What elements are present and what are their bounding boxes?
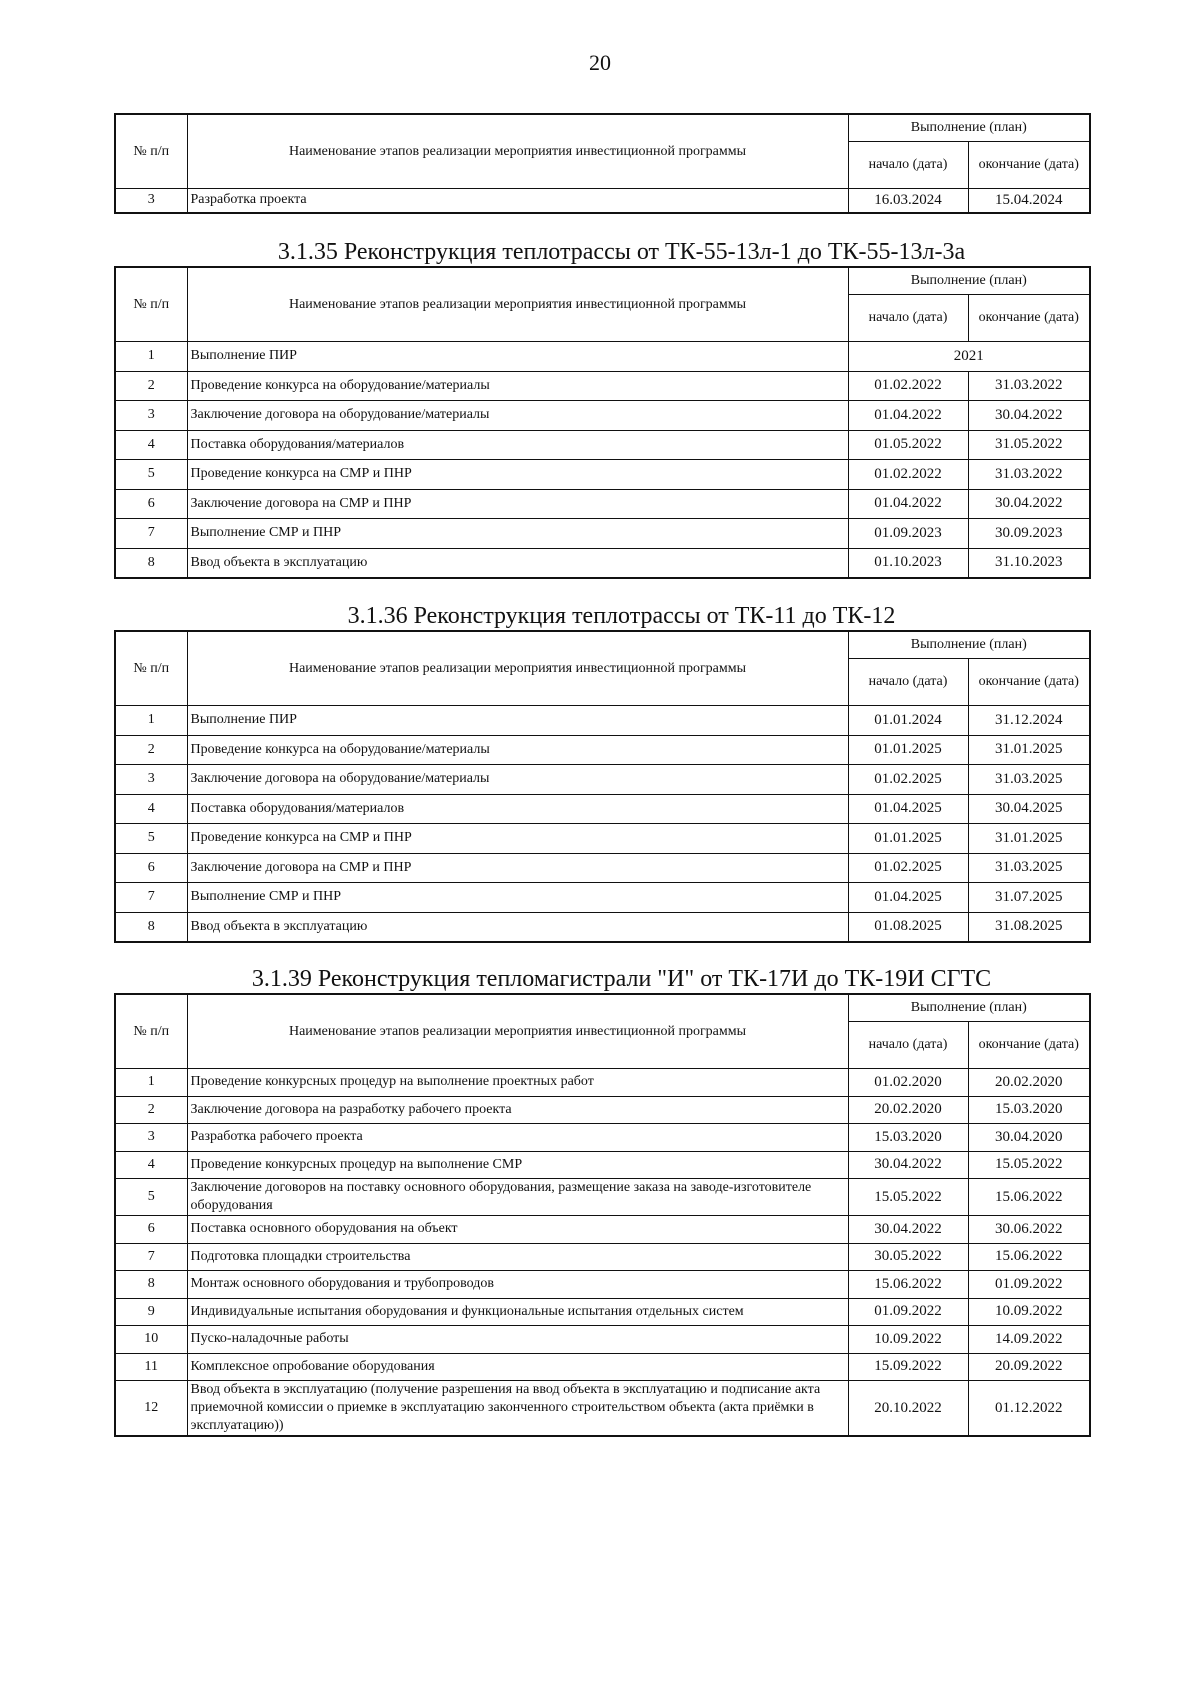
start-date: 01.02.2022 — [848, 460, 968, 490]
stage-name: Проведение конкурсных процедур на выполнение проектных работ — [187, 1069, 848, 1097]
start-date: 20.02.2020 — [848, 1096, 968, 1124]
start-date: 01.05.2022 — [848, 430, 968, 460]
start-date: 01.08.2025 — [848, 912, 968, 942]
end-date: 15.05.2022 — [968, 1151, 1090, 1179]
stage-name: Разработка проекта — [187, 189, 848, 213]
table-section-continuation — [114, 113, 1089, 214]
end-date: 31.05.2022 — [968, 430, 1090, 460]
header-name: Наименование этапов реализации мероприятия инвестиционной программы — [187, 631, 848, 706]
end-date: 31.03.2025 — [968, 765, 1090, 795]
stage-name: Проведение конкурса на СМР и ПНР — [187, 460, 848, 490]
end-date: 31.10.2023 — [968, 548, 1090, 578]
end-date: 01.09.2022 — [968, 1271, 1090, 1299]
table-row — [115, 1124, 1090, 1152]
end-date: 14.09.2022 — [968, 1326, 1090, 1354]
row-number: 12 — [115, 1381, 187, 1437]
end-date: 30.09.2023 — [968, 519, 1090, 549]
table-row — [115, 765, 1090, 795]
start-date: 16.03.2024 — [848, 189, 968, 213]
start-date: 15.05.2022 — [848, 1179, 968, 1216]
header-name: Наименование этапов реализации мероприятия инвестиционной программы — [187, 994, 848, 1069]
stage-name: Поставка основного оборудования на объект — [187, 1216, 848, 1244]
stage-name: Заключение договоров на поставку основного оборудования, размещение заказа на заводе-изготовителе оборудования — [187, 1179, 848, 1216]
stage-name: Заключение договора на СМР и ПНР — [187, 853, 848, 883]
start-date: 20.10.2022 — [848, 1381, 968, 1437]
row-number: 7 — [115, 519, 187, 549]
row-number: 5 — [115, 824, 187, 854]
header-execution-plan: Выполнение (план) — [848, 631, 1090, 659]
table-row — [115, 853, 1090, 883]
end-date: 31.07.2025 — [968, 883, 1090, 913]
end-date: 31.08.2025 — [968, 912, 1090, 942]
start-date: 30.04.2022 — [848, 1216, 968, 1244]
start-date: 01.01.2025 — [848, 824, 968, 854]
start-date: 01.02.2022 — [848, 371, 968, 401]
row-number: 5 — [115, 1179, 187, 1216]
stage-name: Заключение договора на СМР и ПНР — [187, 489, 848, 519]
end-date: 20.02.2020 — [968, 1069, 1090, 1097]
row-number: 1 — [115, 342, 187, 372]
end-date: 30.04.2020 — [968, 1124, 1090, 1152]
header-name: Наименование этапов реализации мероприятия инвестиционной программы — [187, 267, 848, 342]
stage-name: Комплексное опробование оборудования — [187, 1353, 848, 1381]
stage-name: Поставка оборудования/материалов — [187, 430, 848, 460]
table-row — [115, 1216, 1090, 1244]
header-execution-plan: Выполнение (план) — [848, 994, 1090, 1022]
table-row — [115, 883, 1090, 913]
end-date: 31.01.2025 — [968, 824, 1090, 854]
stage-name: Подготовка площадки строительства — [187, 1243, 848, 1271]
header-num: № п/п — [115, 114, 187, 189]
table-row — [115, 1151, 1090, 1179]
table-row — [115, 706, 1090, 736]
table-row — [115, 401, 1090, 431]
stage-name: Проведение конкурса на оборудование/материалы — [187, 735, 848, 765]
row-number: 3 — [115, 401, 187, 431]
start-date: 01.02.2020 — [848, 1069, 968, 1097]
table-row — [115, 1381, 1090, 1437]
end-date: 30.04.2022 — [968, 489, 1090, 519]
table-row — [115, 1179, 1090, 1216]
row-number: 4 — [115, 1151, 187, 1179]
table-row — [115, 794, 1090, 824]
section-title: 3.1.39 Реконструкция тепломагистрали "И" от ТК-17И до ТК-19И СГТС — [251, 966, 992, 992]
row-number: 4 — [115, 430, 187, 460]
header-execution-plan: Выполнение (план) — [848, 267, 1090, 295]
start-date: 01.01.2025 — [848, 735, 968, 765]
stage-name: Выполнение СМР и ПНР — [187, 519, 848, 549]
stage-name: Заключение договора на оборудование/материалы — [187, 401, 848, 431]
start-date: 01.02.2025 — [848, 765, 968, 795]
stage-name: Заключение договора на разработку рабочего проекта — [187, 1096, 848, 1124]
end-date: 31.03.2022 — [968, 371, 1090, 401]
table-row — [115, 824, 1090, 854]
table-row — [115, 189, 1090, 213]
end-date: 31.12.2024 — [968, 706, 1090, 736]
end-date: 15.03.2020 — [968, 1096, 1090, 1124]
row-number: 3 — [115, 1124, 187, 1152]
stage-name: Поставка оборудования/материалов — [187, 794, 848, 824]
header-name: Наименование этапов реализации мероприятия инвестиционной программы — [187, 114, 848, 189]
start-date: 15.09.2022 — [848, 1353, 968, 1381]
header-end-date: окончание (дата) — [968, 1022, 1090, 1069]
end-date: 30.04.2022 — [968, 401, 1090, 431]
start-date: 01.10.2023 — [848, 548, 968, 578]
end-date: 31.03.2025 — [968, 853, 1090, 883]
start-date: 30.04.2022 — [848, 1151, 968, 1179]
start-date: 01.04.2025 — [848, 883, 968, 913]
table-row — [115, 1069, 1090, 1097]
header-end-date: окончание (дата) — [968, 142, 1090, 189]
row-number: 11 — [115, 1353, 187, 1381]
table-row — [115, 1271, 1090, 1299]
end-date: 30.06.2022 — [968, 1216, 1090, 1244]
stage-name: Монтаж основного оборудования и трубопроводов — [187, 1271, 848, 1299]
row-number: 3 — [115, 765, 187, 795]
page-number: 20 — [589, 50, 611, 75]
row-number: 2 — [115, 735, 187, 765]
row-number: 7 — [115, 883, 187, 913]
start-date: 01.09.2022 — [848, 1298, 968, 1326]
row-number: 9 — [115, 1298, 187, 1326]
stage-name: Выполнение ПИР — [187, 342, 848, 372]
header-start-date: начало (дата) — [848, 1022, 968, 1069]
start-date: 15.03.2020 — [848, 1124, 968, 1152]
header-start-date: начало (дата) — [848, 142, 968, 189]
end-date: 01.12.2022 — [968, 1381, 1090, 1437]
table-section-3-1-35 — [114, 238, 1089, 579]
stages-table — [114, 993, 1091, 1437]
row-number: 10 — [115, 1326, 187, 1354]
row-number: 6 — [115, 853, 187, 883]
row-number: 6 — [115, 1216, 187, 1244]
start-date: 10.09.2022 — [848, 1326, 968, 1354]
row-number: 1 — [115, 1069, 187, 1097]
table-row — [115, 912, 1090, 942]
start-date: 01.01.2024 — [848, 706, 968, 736]
end-date: 15.04.2024 — [968, 189, 1090, 213]
table-row — [115, 489, 1090, 519]
header-num: № п/п — [115, 994, 187, 1069]
end-date: 31.01.2025 — [968, 735, 1090, 765]
stage-name: Разработка рабочего проекта — [187, 1124, 848, 1152]
header-start-date: начало (дата) — [848, 659, 968, 706]
stage-name: Выполнение ПИР — [187, 706, 848, 736]
header-num: № п/п — [115, 267, 187, 342]
end-date: 10.09.2022 — [968, 1298, 1090, 1326]
stage-name: Проведение конкурсных процедур на выполнение СМР — [187, 1151, 848, 1179]
stage-name: Заключение договора на оборудование/материалы — [187, 765, 848, 795]
stage-name: Ввод объекта в эксплуатацию — [187, 912, 848, 942]
header-end-date: окончание (дата) — [968, 295, 1090, 342]
row-number: 7 — [115, 1243, 187, 1271]
row-number: 6 — [115, 489, 187, 519]
row-number: 4 — [115, 794, 187, 824]
table-row — [115, 371, 1090, 401]
table-row — [115, 1298, 1090, 1326]
stages-table — [114, 630, 1091, 943]
stage-name: Проведение конкурса на СМР и ПНР — [187, 824, 848, 854]
row-number: 2 — [115, 371, 187, 401]
header-start-date: начало (дата) — [848, 295, 968, 342]
stages-table — [114, 113, 1091, 214]
end-date: 15.06.2022 — [968, 1179, 1090, 1216]
table-row — [115, 1243, 1090, 1271]
table-row — [115, 1096, 1090, 1124]
row-number: 5 — [115, 460, 187, 490]
table-row — [115, 1326, 1090, 1354]
stages-table — [114, 266, 1091, 579]
end-date: 30.04.2025 — [968, 794, 1090, 824]
table-section-3-1-36 — [114, 602, 1089, 943]
row-number: 8 — [115, 912, 187, 942]
section-title: 3.1.35 Реконструкция теплотрассы от ТК-55-13л-1 до ТК-55-13л-3а — [277, 239, 966, 265]
start-date: 01.09.2023 — [848, 519, 968, 549]
end-date: 20.09.2022 — [968, 1353, 1090, 1381]
stage-name: Проведение конкурса на оборудование/материалы — [187, 371, 848, 401]
row-number: 2 — [115, 1096, 187, 1124]
table-row — [115, 460, 1090, 490]
row-number: 8 — [115, 1271, 187, 1299]
stage-name: Индивидуальные испытания оборудования и функциональные испытания отдельных систем — [187, 1298, 848, 1326]
table-row — [115, 519, 1090, 549]
table-row — [115, 430, 1090, 460]
stage-name: Выполнение СМР и ПНР — [187, 883, 848, 913]
end-date: 15.06.2022 — [968, 1243, 1090, 1271]
table-row — [115, 735, 1090, 765]
table-row — [115, 548, 1090, 578]
start-date: 30.05.2022 — [848, 1243, 968, 1271]
header-num: № п/п — [115, 631, 187, 706]
stage-name: Пуско-наладочные работы — [187, 1326, 848, 1354]
start-date: 01.02.2025 — [848, 853, 968, 883]
start-date: 01.04.2022 — [848, 401, 968, 431]
row-number: 3 — [115, 189, 187, 213]
end-date: 31.03.2022 — [968, 460, 1090, 490]
header-execution-plan: Выполнение (план) — [848, 114, 1090, 142]
table-row — [115, 342, 1090, 372]
header-end-date: окончание (дата) — [968, 659, 1090, 706]
row-number: 1 — [115, 706, 187, 736]
table-section-3-1-39 — [114, 965, 1089, 1437]
stage-name: Ввод объекта в эксплуатацию — [187, 548, 848, 578]
start-date: 01.04.2025 — [848, 794, 968, 824]
stage-year: 2021 — [848, 342, 1090, 372]
start-date: 01.04.2022 — [848, 489, 968, 519]
row-number: 8 — [115, 548, 187, 578]
section-title: 3.1.36 Реконструкция теплотрассы от ТК-11 до ТК-12 — [347, 603, 896, 629]
table-row — [115, 1353, 1090, 1381]
stage-name: Ввод объекта в эксплуатацию (получение разрешения на ввод объекта в эксплуатацию и подписание акта приемочной комиссии о приемке в эксплуатацию законченного строительством объекта (акта приёмки в эксплуатацию)) — [187, 1381, 848, 1437]
start-date: 15.06.2022 — [848, 1271, 968, 1299]
